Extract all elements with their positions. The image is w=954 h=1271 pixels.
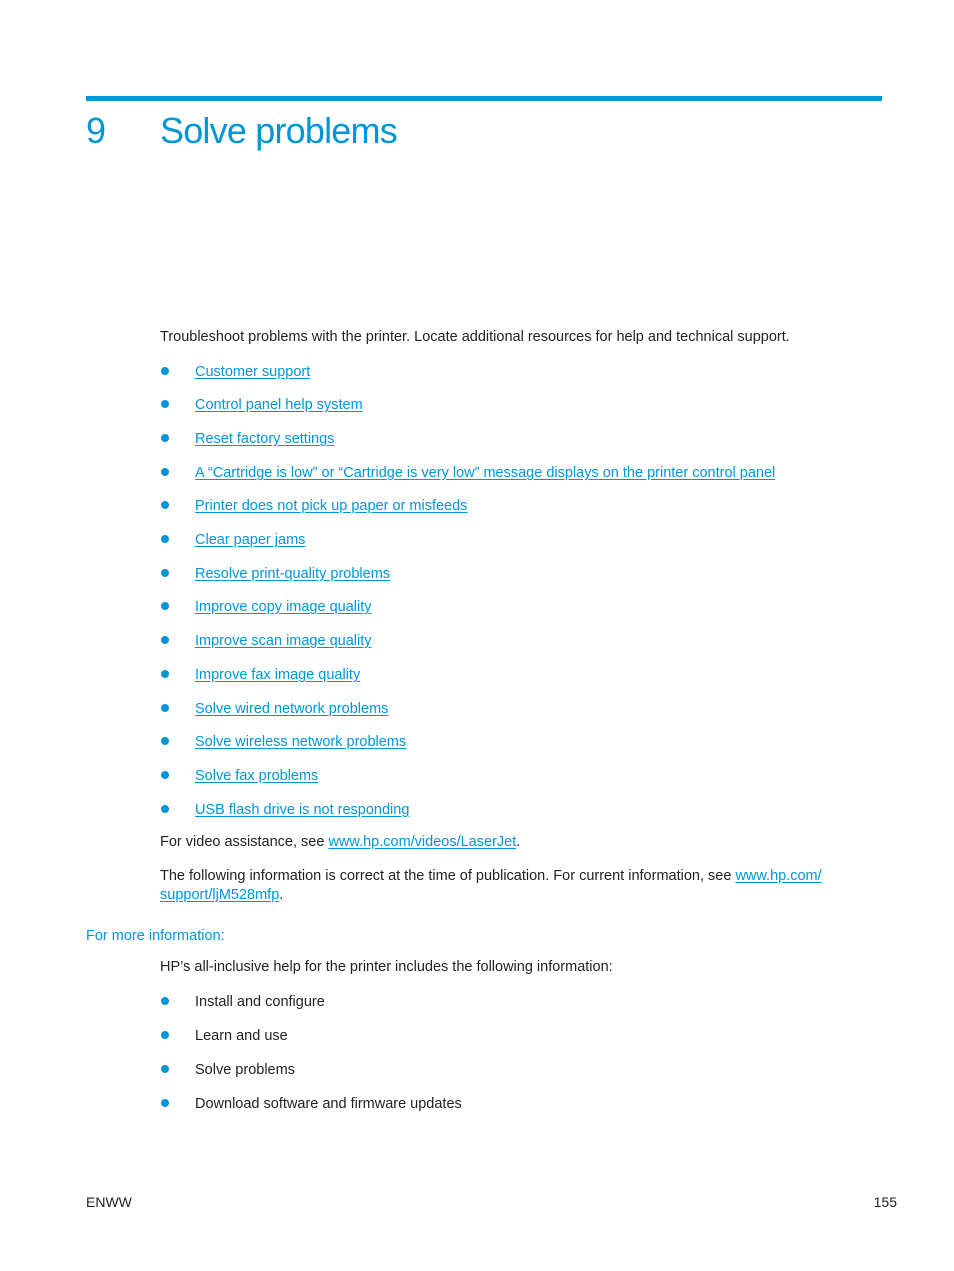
chapter-rule — [86, 96, 882, 101]
bullet-icon — [161, 434, 169, 442]
bullet-icon — [161, 997, 169, 1005]
bullet-icon — [161, 670, 169, 678]
bullet-icon — [161, 1099, 169, 1107]
link-clear-paper-jams[interactable]: Clear paper jams — [195, 532, 306, 548]
footer-label: ENWW — [86, 1194, 132, 1210]
video-assistance-paragraph — [160, 833, 520, 852]
more-info-heading: For more information: — [86, 928, 225, 944]
bullet-icon — [161, 569, 169, 577]
more-info-item: Learn and use — [195, 1028, 288, 1044]
link-scan-image-quality[interactable]: Improve scan image quality — [195, 633, 372, 649]
link-wired-network[interactable]: Solve wired network problems — [195, 701, 389, 717]
current-info-paragraph — [160, 867, 822, 905]
link-control-panel-help-system[interactable]: Control panel help system — [195, 397, 363, 413]
current-info-prefix: The following information is correct at the time of publication. For current information, see — [160, 868, 736, 884]
bullet-icon — [161, 805, 169, 813]
link-reset-factory-settings[interactable]: Reset factory settings — [195, 431, 335, 447]
support-link-part2[interactable]: support/ljM528mfp — [160, 887, 280, 903]
bullet-icon — [161, 1065, 169, 1073]
current-info-suffix: . — [279, 887, 284, 903]
link-cartridge-low-message[interactable]: A “Cartridge is low” or “Cartridge is very low” message displays on the printer control panel — [195, 465, 776, 481]
chapter-title: Solve problems — [160, 110, 397, 151]
link-print-quality[interactable]: Resolve print-quality problems — [195, 566, 391, 582]
bullet-icon — [161, 1031, 169, 1039]
more-info-item: Solve problems — [195, 1062, 295, 1078]
bullet-icon — [161, 704, 169, 712]
link-customer-support[interactable]: Customer support — [195, 364, 311, 380]
bullet-icon — [161, 602, 169, 610]
video-link[interactable]: www.hp.com/videos/LaserJet — [328, 834, 517, 850]
link-usb-flash-drive[interactable]: USB flash drive is not responding — [195, 802, 410, 818]
link-fax-image-quality[interactable]: Improve fax image quality — [195, 667, 361, 683]
support-link-part1[interactable]: www.hp.com/ — [735, 868, 822, 884]
more-info-item: Install and configure — [195, 994, 325, 1010]
link-copy-image-quality[interactable]: Improve copy image quality — [195, 599, 372, 615]
more-info-item: Download software and firmware updates — [195, 1096, 462, 1112]
link-paper-pickup-misfeeds[interactable]: Printer does not pick up paper or misfeeds — [195, 498, 468, 514]
bullet-icon — [161, 367, 169, 375]
bullet-icon — [161, 535, 169, 543]
bullet-icon — [161, 400, 169, 408]
link-wireless-network[interactable]: Solve wireless network problems — [195, 734, 407, 750]
video-suffix: . — [516, 834, 521, 850]
bullet-icon — [161, 636, 169, 644]
bullet-icon — [161, 737, 169, 745]
chapter-number: 9 — [86, 110, 106, 151]
bullet-icon — [161, 468, 169, 476]
link-fax-problems[interactable]: Solve fax problems — [195, 768, 319, 784]
bullet-icon — [161, 501, 169, 509]
bullet-icon — [161, 771, 169, 779]
intro-paragraph: Troubleshoot problems with the printer. Locate additional resources for help and technical support. — [160, 329, 790, 345]
more-info-intro: HP’s all-inclusive help for the printer includes the following information: — [160, 959, 613, 975]
video-prefix: For video assistance, see — [160, 834, 329, 850]
page-number: 155 — [873, 1194, 897, 1210]
